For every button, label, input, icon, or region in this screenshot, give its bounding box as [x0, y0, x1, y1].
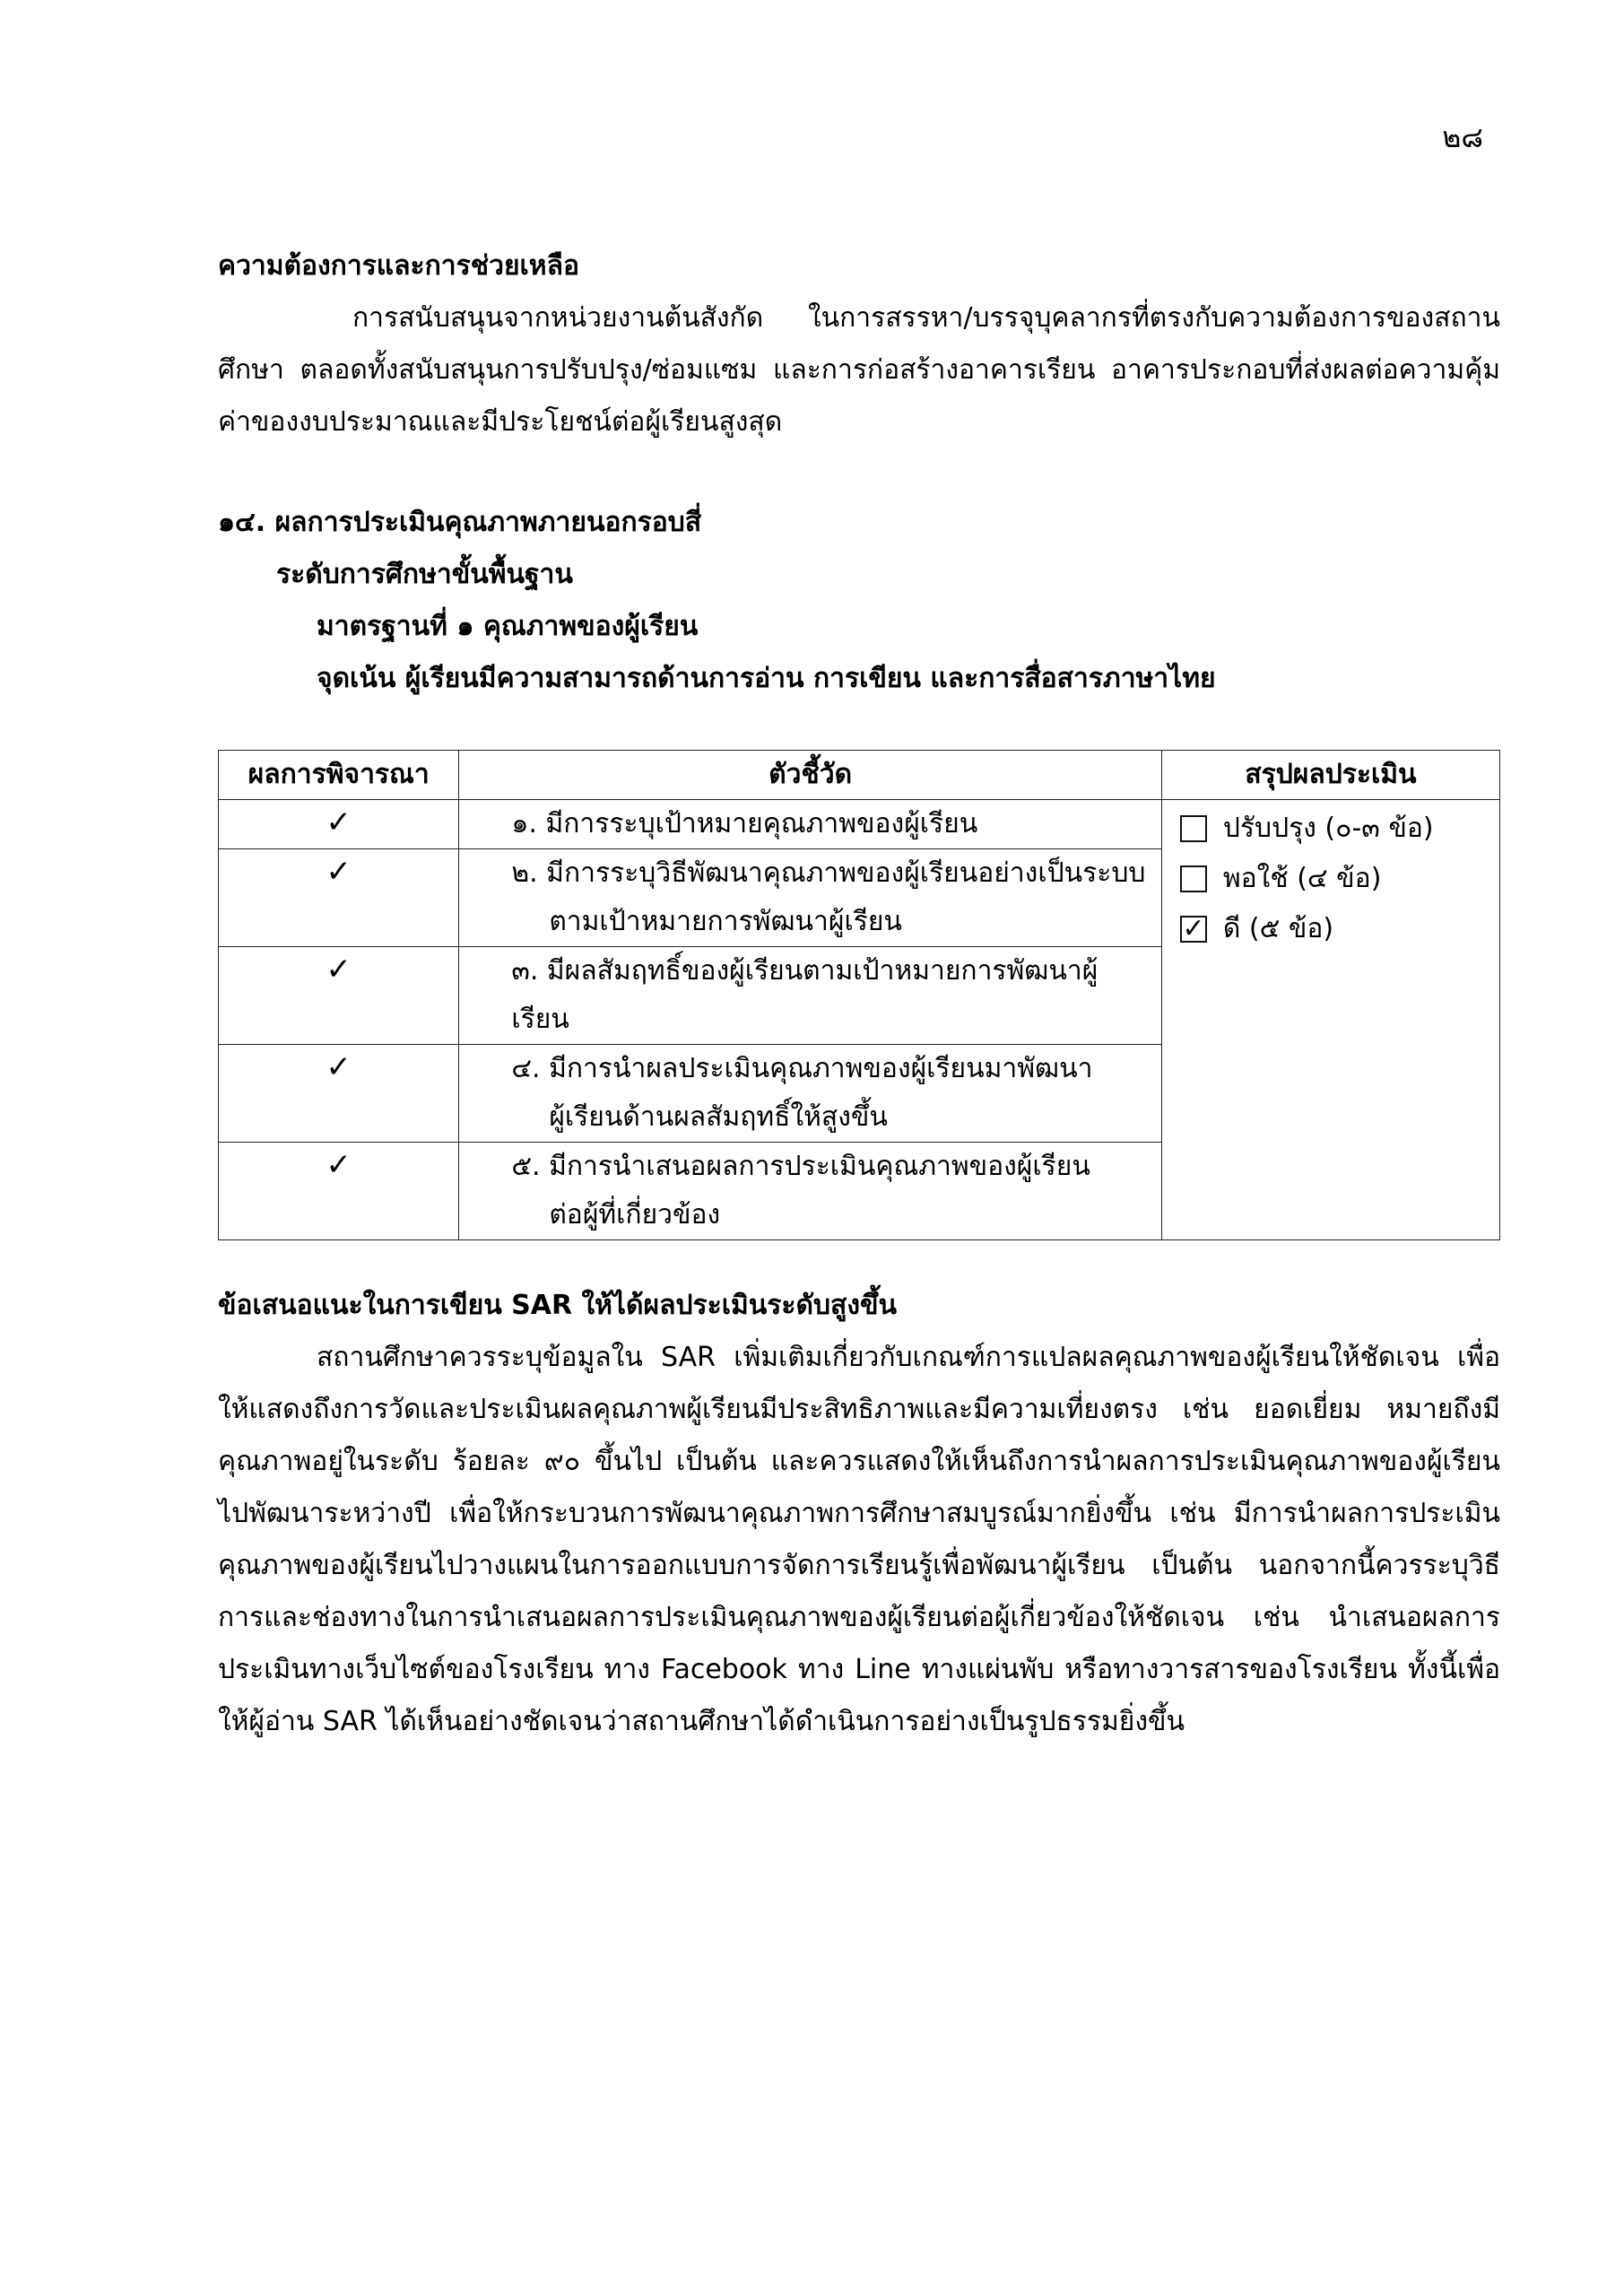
indicator-text: ๕. มีการนำเสนอผลการประเมินคุณภาพของผู้เรียน	[511, 1151, 1090, 1182]
result-cell	[219, 947, 459, 1045]
indicator-cell	[459, 800, 1162, 849]
summary-cell	[1161, 800, 1499, 1240]
suggestion-heading: ข้อเสนอแนะในการเขียน SAR ให้ได้ผลประเมินระดับสูงขึ้น	[218, 1290, 898, 1321]
spacer	[218, 448, 1500, 497]
indicator-text: ๑. มีการระบุเป้าหมายคุณภาพของผู้เรียน	[511, 808, 978, 839]
section14-level: ระดับการศึกษาขั้นพื้นฐาน	[276, 559, 573, 590]
indicator-text: ๓. มีผลสัมฤทธิ์ของผู้เรียนตามเป้าหมายการพัฒนาผู้เรียน	[511, 955, 1099, 1035]
evaluation-table	[218, 750, 1500, 1240]
table-header-row	[219, 751, 1500, 800]
header-result: ผลการพิจารณา	[219, 751, 459, 800]
header-summary: สรุปผลประเมิน	[1161, 751, 1499, 800]
suggestion-paragraph: สถานศึกษาควรระบุข้อมูลใน SAR เพิ่มเติมเกี่ยวกับเกณฑ์การแปลผลคุณภาพของผู้เรียนให้ชัดเจน เพื่อให้แสดงถึงการวัดและประเมินผลคุณภาพผู้เรียนมีประสิทธิภาพและมีความเที่ยงตรง เช่น ยอดเยี่ยม หมายถึงมีคุณภาพอยู่ในระดับ ร้อยละ ๙๐ ขึ้นไป เป็นต้น และควรแสดงให้เห็นถึงการนำผลการประเมินคุณภาพของผู้เรียนไปพัฒนาระหว่างปี เพื่อให้กระบวนการพัฒนาคุณภาพการศึกษาสมบูรณ์มากยิ่งขึ้น เช่น มีการนำผลการประเมินคุณภาพของผู้เรียนไปวางแผนในการออกแบบการจัดการเรียนรู้เพื่อพัฒนาผู้เรียน เป็นต้น นอกจากนี้ควรระบุวิธีการและช่องทางในการนำเสนอผลการประเมินคุณภาพของผู้เรียนต่อผู้เกี่ยวข้องให้ชัดเจน เช่น นำเสนอผลการประเมินทางเว็บไซต์ของโรงเรียน ทาง Facebook ทาง Line ทางแผ่นพับ หรือทางวารสารของโรงเรียน ทั้งนี้เพื่อให้ผู้อ่าน SAR ได้เห็นอย่างชัดเจนว่าสถานศึกษาได้ดำเนินการอย่างเป็นรูปธรรมยิ่งขึ้น	[218, 1342, 1500, 1737]
needs-heading: ความต้องการและการช่วยเหลือ	[218, 250, 579, 282]
checkmark-icon: ✓	[326, 854, 352, 890]
result-cell	[219, 1143, 459, 1240]
spacer	[218, 1240, 1500, 1280]
result-cell	[219, 1045, 459, 1143]
indicator-cell	[459, 1045, 1162, 1143]
section14-focus: จุดเน้น ผู้เรียนมีความสามารถด้านการอ่าน การเขียน และการสื่อสารภาษาไทย	[317, 663, 1216, 694]
section14-heading: ๑๔. ผลการประเมินคุณภาพภายนอกรอบสี่	[218, 507, 702, 538]
checkbox-icon	[1180, 865, 1207, 892]
spacer	[218, 705, 1500, 750]
indicator-cell	[459, 849, 1162, 947]
summary-label: ดี (๕ ข้อ)	[1222, 913, 1334, 944]
result-cell	[219, 800, 459, 849]
checkmark-icon: ✓	[326, 952, 352, 987]
result-cell	[219, 849, 459, 947]
indicator-text-continued: ต่อผู้ที่เกี่ยวข้อง	[549, 1199, 721, 1231]
indicator-cell	[459, 1143, 1162, 1240]
checkmark-icon: ✓	[326, 1147, 352, 1183]
header-indicator: ตัวชี้วัด	[459, 751, 1162, 800]
checkmark-icon: ✓	[326, 1049, 352, 1085]
checkbox-icon	[1180, 815, 1207, 842]
summary-label: ปรับปรุง (๐-๓ ข้อ)	[1222, 813, 1434, 844]
summary-option-good	[1180, 904, 1499, 954]
page-number: ๒๘	[1442, 120, 1483, 154]
indicator-text-continued: ผู้เรียนด้านผลสัมฤทธิ์ให้สูงขึ้น	[549, 1101, 888, 1133]
document-body	[218, 240, 1500, 1748]
summary-option-fair	[1180, 854, 1499, 904]
indicator-cell	[459, 947, 1162, 1045]
summary-option-improve	[1180, 804, 1499, 854]
summary-label: พอใช้ (๔ ข้อ)	[1222, 863, 1382, 894]
table-row	[219, 800, 1500, 849]
checkmark-icon: ✓	[326, 804, 352, 840]
indicator-text: ๒. มีการระบุวิธีพัฒนาคุณภาพของผู้เรียนอย่างเป็นระบบ	[511, 857, 1146, 889]
indicator-text: ๔. มีการนำผลประเมินคุณภาพของผู้เรียนมาพัฒนา	[511, 1053, 1093, 1084]
indicator-text-continued: ตามเป้าหมายการพัฒนาผู้เรียน	[549, 906, 902, 937]
checked-checkbox-icon: ✓	[1180, 916, 1207, 943]
section14-standard: มาตรฐานที่ ๑ คุณภาพของผู้เรียน	[317, 611, 699, 642]
needs-paragraph: การสนับสนุนจากหน่วยงานต้นสังกัด ในการสรรหา/บรรจุบุคลากรที่ตรงกับความต้องการของสถานศึกษา ตลอดทั้งสนับสนุนการปรับปรุง/ซ่อมแซม และการก่อสร้างอาคารเรียน อาคารประกอบที่ส่งผลต่อความคุ้มค่าของงบประมาณและมีประโยชน์ต่อผู้เรียนสูงสุด	[218, 302, 1500, 438]
